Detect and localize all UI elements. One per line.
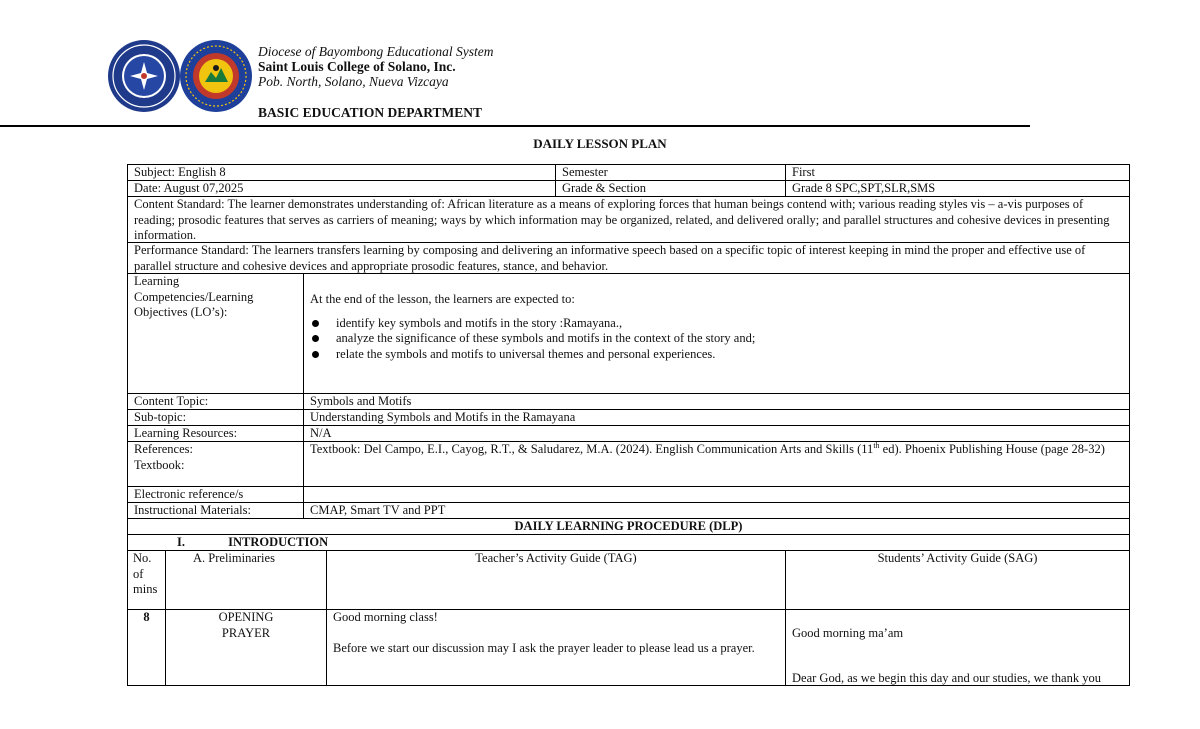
school-address: Pob. North, Solano, Nueva Vizcaya [258, 74, 449, 89]
school-name: Saint Louis College of Solano, Inc. [258, 59, 456, 74]
student-prayer: Dear God, as we begin this day and our studies, we thank you [792, 670, 1101, 685]
section-introduction: I. INTRODUCTION [127, 534, 1130, 551]
textbook-reference-text: Textbook: Del Campo, E.I., Cayog, R.T., & Saludarez, M.A. (2024). English Communication Arts and Skills (11 [310, 442, 874, 456]
references-label-cell [127, 441, 304, 487]
content-topic-value: Symbols and Motifs [303, 393, 1130, 410]
objectives-label-cell: Learning Competencies/Learning Objectives (LO’s): [127, 273, 304, 394]
textbook-reference [303, 441, 1130, 487]
student-activity-cell [785, 609, 1130, 686]
semester-value-cell: First [785, 164, 1130, 181]
content-standard: Content Standard: The learner demonstrates understanding of: African literature as a means of exploring forces that human beings contend with; various reading styles vis – a-vis purposes of reading; prosodic features that serves as carriers of meaning; ways by which information may be organized, related, and delivered orally; and parallel structures and cohesive devices in presenting information. [127, 196, 1130, 243]
objective-item: relate the symbols and motifs to universal themes and personal experiences. [310, 347, 1123, 363]
references-label: References: [134, 442, 193, 456]
textbook-reference-rest: ed). Phoenix Publishing House (page 28-32) [879, 442, 1105, 456]
objectives-intro: At the end of the lesson, the learners are expected to: [310, 292, 575, 306]
section-title: INTRODUCTION [228, 535, 329, 549]
teacher-activity-cell [326, 609, 786, 686]
minutes-column-header: No. of mins [127, 550, 166, 610]
objective-item: identify key symbols and motifs in the story :Ramayana., [310, 316, 1123, 332]
procedure-title: DAILY LEARNING PROCEDURE (DLP) [127, 518, 1130, 535]
subtopic-label: Sub-topic: [127, 409, 304, 426]
sag-column-header: Students’ Activity Guide (SAG) [785, 550, 1130, 610]
content-topic-label: Content Topic: [127, 393, 304, 410]
objectives-cell [303, 273, 1130, 394]
date-cell: Date: August 07,2025 [127, 180, 556, 197]
preliminaries-column-header: A. Preliminaries [165, 550, 327, 610]
student-greeting: Good morning ma’am [792, 626, 904, 640]
objective-item: analyze the significance of these symbols and motifs in the context of the story and; [310, 331, 1123, 347]
header-divider [0, 125, 1030, 127]
diocese-line: Diocese of Bayombong Educational System [258, 44, 494, 59]
activity-cell: OPENING PRAYER [165, 609, 327, 686]
resources-label: Learning Resources: [127, 425, 304, 442]
minutes-cell: 8 [127, 609, 166, 686]
teacher-prayer-request: Before we start our discussion may I ask the prayer leader to please lead us a prayer. [333, 640, 755, 655]
textbook-edition-suffix: th [873, 441, 880, 450]
textbook-label: Textbook: [134, 457, 185, 472]
subtopic-value: Understanding Symbols and Motifs in the Ramayana [303, 409, 1130, 426]
subject-cell: Subject: English 8 [127, 164, 556, 181]
school-emblem-logo [178, 38, 254, 114]
objectives-list [310, 316, 1123, 363]
instructional-label: Instructional Materials: [127, 502, 304, 519]
electronic-ref-label: Electronic reference/s [127, 486, 304, 503]
grade-value-cell: Grade 8 SPC,SPT,SLR,SMS [785, 180, 1130, 197]
instructional-value: CMAP, Smart TV and PPT [303, 502, 1130, 519]
performance-standard: Performance Standard: The learners transfers learning by composing and delivering an informative speech based on a specific topic of interest keeping in mind the proper and effective use of parallel structure and cohesive devices and appropriate prosodic features, stance, and behavior. [127, 242, 1130, 274]
semester-label-cell: Semester [555, 164, 786, 181]
resources-value: N/A [303, 425, 1130, 442]
grade-label-cell: Grade & Section [555, 180, 786, 197]
teacher-greeting: Good morning class! [333, 610, 438, 624]
document-title: DAILY LESSON PLAN [533, 136, 667, 151]
school-seal-logo [106, 38, 182, 114]
department-name: BASIC EDUCATION DEPARTMENT [258, 105, 483, 120]
tag-column-header: Teacher’s Activity Guide (TAG) [326, 550, 786, 610]
electronic-ref-value [303, 486, 1130, 503]
